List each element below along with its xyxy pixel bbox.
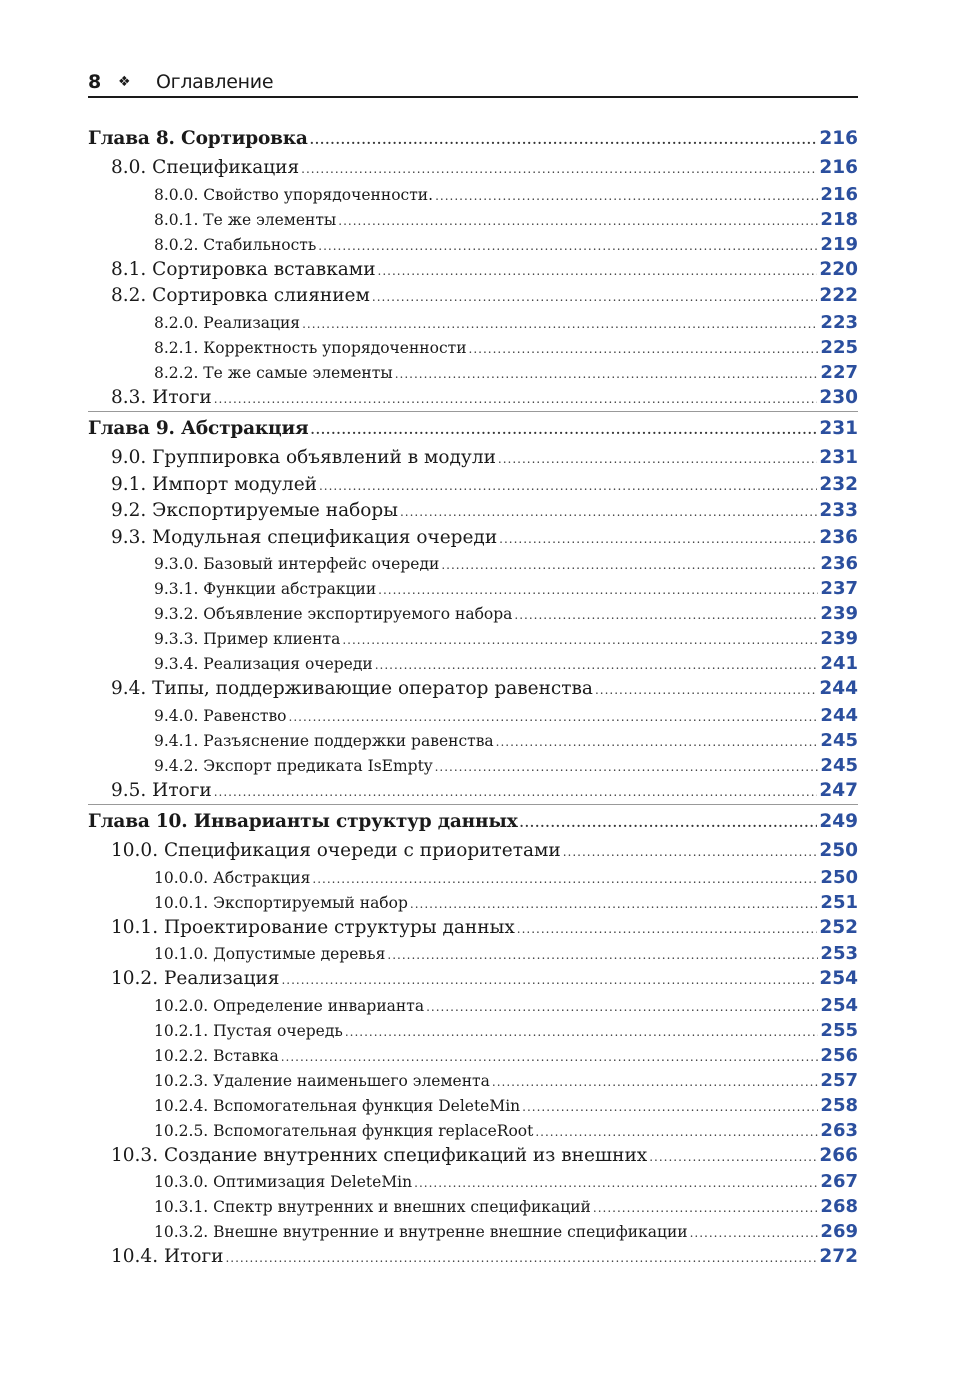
toc-subsection-entry[interactable] — [88, 1169, 858, 1194]
dot-leader — [535, 1120, 818, 1143]
toc-subsection-entry[interactable] — [88, 360, 858, 385]
toc-subsection-entry[interactable] — [88, 1219, 858, 1244]
dot-leader — [498, 446, 817, 472]
toc-section-entry[interactable] — [88, 445, 858, 472]
toc-subsection-entry[interactable] — [88, 601, 858, 626]
toc-page-number: 252 — [819, 916, 858, 938]
toc-entry-label: 8.0.1. Те же элементы — [154, 208, 338, 232]
toc-page-number: 236 — [820, 553, 858, 574]
toc-entry-label: 10.0.1. Экспортируемый набор — [154, 891, 410, 915]
toc-page-number: 247 — [819, 779, 858, 801]
toc-subsection-entry[interactable] — [88, 941, 858, 966]
toc-subsection-entry[interactable] — [88, 335, 858, 360]
toc-entry-label: 9.0. Группировка объявлений в модули — [111, 445, 498, 472]
toc-page-number: 218 — [820, 208, 858, 230]
toc-entry-label: 10.2.0. Определение инварианта — [154, 994, 426, 1018]
toc-subsection-entry[interactable] — [88, 576, 858, 601]
toc-entry-label: 9.3.0. Базовый интерфейс очереди — [154, 552, 441, 576]
toc-page-number: 254 — [820, 994, 858, 1016]
toc-entry-label: 8.2.1. Корректность упорядоченности — [154, 336, 469, 360]
dot-leader — [563, 839, 818, 865]
toc-subsection-entry[interactable] — [88, 1043, 858, 1068]
toc-chapter-entry[interactable] — [88, 122, 858, 155]
toc-page-number: 256 — [820, 1044, 858, 1066]
toc-subsection-entry[interactable] — [88, 207, 858, 232]
dot-leader — [395, 362, 819, 385]
toc-subsection-entry[interactable] — [88, 1093, 858, 1118]
dot-leader — [649, 1144, 817, 1170]
toc-subsection-entry[interactable] — [88, 651, 858, 676]
toc-page-number: 244 — [819, 678, 858, 699]
toc-page-number: 255 — [820, 1019, 858, 1041]
toc-section-entry[interactable] — [88, 1143, 858, 1170]
toc-subsection-entry[interactable] — [88, 865, 858, 890]
toc-subsection-entry[interactable] — [88, 182, 858, 207]
toc-entry-label: 9.5. Итоги — [111, 778, 214, 805]
toc-subsection-entry[interactable] — [88, 890, 858, 915]
toc-subsection-entry[interactable] — [88, 1118, 858, 1143]
dot-leader — [225, 1245, 817, 1271]
dot-leader — [514, 603, 818, 626]
toc-entry-label: 9.3.2. Объявление экспортируемого набора — [154, 602, 514, 626]
toc-entry-label: 8.2.2. Те же самые элементы — [154, 361, 395, 385]
diamond-separator-icon: ❖ — [118, 74, 131, 90]
toc-entry-label: 9.4.2. Экспорт предиката IsEmpty — [154, 754, 435, 778]
toc-page-number: 239 — [820, 603, 858, 624]
toc-page-number: 231 — [819, 418, 858, 439]
dot-leader — [593, 1196, 819, 1219]
toc-section-entry[interactable] — [88, 498, 858, 525]
toc-entry-label: 8.0.0. Свойство упорядоченности. — [154, 183, 435, 207]
toc-section-entry[interactable] — [88, 966, 858, 993]
toc-subsection-entry[interactable] — [88, 310, 858, 335]
toc-page-number: 250 — [819, 840, 858, 861]
toc-page-number: 253 — [820, 943, 858, 964]
toc-page-number: 219 — [820, 233, 858, 255]
dot-leader — [410, 892, 819, 915]
toc-section-entry[interactable] — [88, 155, 858, 182]
dot-leader — [441, 553, 818, 576]
toc-chapter-entry[interactable] — [88, 411, 858, 445]
dot-leader — [492, 1070, 819, 1093]
toc-entry-label: 10.0. Спецификация очереди с приоритетами — [111, 838, 563, 865]
toc-page-number: 257 — [820, 1069, 858, 1091]
toc-entry-label: 10.3.1. Спектр внутренних и внешних спецификаций — [154, 1195, 593, 1219]
toc-entry-label: 10.1. Проектирование структуры данных — [111, 915, 517, 942]
toc-entry-label: 9.4. Типы, поддерживающие оператор равенства — [111, 676, 595, 703]
dot-leader — [435, 184, 818, 207]
toc-entry-label: 10.3.0. Оптимизация DeleteMin — [154, 1170, 414, 1194]
dot-leader — [375, 653, 819, 676]
toc-section-entry[interactable] — [88, 778, 858, 805]
dot-leader — [400, 499, 817, 525]
toc-entry-label: 8.2.0. Реализация — [154, 311, 302, 335]
dot-leader — [496, 730, 819, 753]
toc-page-number: 245 — [820, 729, 858, 751]
toc-section-entry[interactable] — [88, 283, 858, 310]
toc-entry-label: 10.4. Итоги — [111, 1244, 225, 1271]
toc-page-number: 245 — [820, 754, 858, 776]
toc-page-number: 249 — [819, 811, 858, 832]
toc-page-number: 225 — [820, 336, 858, 358]
dot-leader — [378, 578, 818, 601]
toc-entry-label: 10.2. Реализация — [111, 966, 281, 993]
toc-section-entry[interactable] — [88, 525, 858, 552]
toc-page-number: 254 — [819, 968, 858, 989]
toc-page-number: 244 — [820, 704, 858, 726]
toc-page-number: 251 — [820, 891, 858, 913]
toc-page-number: 230 — [819, 386, 858, 408]
dot-leader — [499, 526, 817, 552]
toc-page-number: 232 — [819, 473, 858, 495]
toc-page-number: 233 — [819, 500, 858, 521]
toc-page-number: 220 — [819, 258, 858, 280]
dot-leader — [435, 755, 819, 778]
toc-section-entry[interactable] — [88, 257, 858, 284]
toc-entry-label: 10.2.1. Пустая очередь — [154, 1019, 345, 1043]
dot-leader — [310, 124, 818, 155]
toc-page-number: 231 — [819, 447, 858, 468]
dot-leader — [319, 473, 817, 499]
toc-page-number: 239 — [820, 628, 858, 649]
toc-subsection-entry[interactable] — [88, 1194, 858, 1219]
toc-page-number: 268 — [820, 1196, 858, 1217]
dot-leader — [311, 414, 818, 445]
dot-leader — [520, 807, 818, 838]
toc-subsection-entry[interactable] — [88, 626, 858, 651]
dot-leader — [338, 209, 818, 232]
header-title: Оглавление — [156, 71, 274, 93]
dot-leader — [281, 967, 817, 993]
dot-leader — [214, 779, 818, 805]
toc-section-entry[interactable] — [88, 676, 858, 703]
dot-leader — [469, 337, 819, 360]
dot-leader — [312, 867, 818, 890]
dot-leader — [426, 995, 818, 1018]
toc-page-number: 237 — [820, 578, 858, 599]
toc-entry-label: 8.0.2. Стабильность — [154, 233, 318, 257]
dot-leader — [345, 1020, 819, 1043]
page-number: 8 — [88, 71, 102, 93]
toc-entry-label: 9.2. Экспортируемые наборы — [111, 498, 400, 525]
toc-page-number: 223 — [820, 311, 858, 333]
toc-entry-label: 10.3.2. Внешне внутренние и внутренне внешние спецификации — [154, 1220, 690, 1244]
toc-entry-label: Глава 8. Сортировка — [88, 122, 310, 155]
toc-entry-label: 9.4.0. Равенство — [154, 704, 289, 728]
toc-subsection-entry[interactable] — [88, 551, 858, 576]
toc-entry-label: 9.1. Импорт модулей — [111, 472, 319, 499]
toc-section-entry[interactable] — [88, 1244, 858, 1271]
toc-entry-label: 10.2.5. Вспомогательная функция replaceRoot — [154, 1119, 535, 1143]
dot-leader — [522, 1095, 818, 1118]
toc-entry-label: 10.2.2. Вставка — [154, 1044, 281, 1068]
running-header — [88, 68, 858, 98]
toc-entry-label: 10.2.3. Удаление наименьшего элемента — [154, 1069, 492, 1093]
toc-entry-label: 9.3.4. Реализация очереди — [154, 652, 375, 676]
toc-page-number: 266 — [819, 1144, 858, 1166]
toc-entry-label: 8.3. Итоги — [111, 385, 214, 412]
dot-leader — [372, 284, 818, 310]
dot-leader — [302, 312, 818, 335]
toc-subsection-entry[interactable] — [88, 232, 858, 257]
dot-leader — [517, 916, 818, 942]
toc-page-number: 258 — [820, 1094, 858, 1116]
table-of-contents — [88, 122, 858, 1271]
toc-page-number: 250 — [820, 866, 858, 888]
dot-leader — [595, 677, 817, 703]
toc-entry-label: 9.3.3. Пример клиента — [154, 627, 342, 651]
dot-leader — [378, 258, 818, 284]
toc-page-number: 272 — [819, 1246, 858, 1267]
toc-page-number: 216 — [819, 157, 858, 178]
toc-page-number: 222 — [819, 285, 858, 306]
toc-entry-label: Глава 9. Абстракция — [88, 412, 311, 445]
toc-page-number: 216 — [820, 183, 858, 205]
toc-subsection-entry[interactable] — [88, 1068, 858, 1093]
dot-leader — [289, 705, 819, 728]
toc-section-entry[interactable] — [88, 472, 858, 499]
toc-page-number: 269 — [820, 1221, 858, 1242]
dot-leader — [281, 1045, 819, 1068]
toc-entry-label: 10.1.0. Допустимые деревья — [154, 942, 387, 966]
toc-page-number: 236 — [819, 526, 858, 548]
toc-section-entry[interactable] — [88, 385, 858, 412]
toc-subsection-entry[interactable] — [88, 703, 858, 728]
toc-entry-label: 8.2. Сортировка слиянием — [111, 283, 372, 310]
dot-leader — [318, 234, 818, 257]
toc-entry-label: 10.3. Создание внутренних спецификаций из внешних — [111, 1143, 649, 1170]
toc-entry-label: 10.0.0. Абстракция — [154, 866, 312, 890]
dot-leader — [387, 943, 818, 966]
toc-page-number: 227 — [820, 361, 858, 383]
dot-leader — [301, 156, 817, 182]
toc-section-entry[interactable] — [88, 838, 858, 865]
toc-chapter-entry[interactable] — [88, 804, 858, 838]
toc-page-number: 267 — [820, 1171, 858, 1192]
toc-page-number: 263 — [820, 1119, 858, 1141]
toc-entry-label: 9.4.1. Разъяснение поддержки равенства — [154, 729, 496, 753]
toc-entry-label: 8.1. Сортировка вставками — [111, 257, 378, 284]
dot-leader — [690, 1221, 819, 1244]
toc-page-number: 216 — [819, 128, 858, 149]
toc-entry-label: 9.3. Модульная спецификация очереди — [111, 525, 499, 552]
toc-subsection-entry[interactable] — [88, 728, 858, 753]
toc-subsection-entry[interactable] — [88, 753, 858, 778]
toc-section-entry[interactable] — [88, 915, 858, 942]
toc-entry-label: 9.3.1. Функции абстракции — [154, 577, 378, 601]
toc-page-number: 241 — [820, 653, 858, 674]
toc-subsection-entry[interactable] — [88, 1018, 858, 1043]
dot-leader — [342, 628, 818, 651]
toc-entry-label: Глава 10. Инварианты структур данных — [88, 805, 520, 838]
toc-entry-label: 10.2.4. Вспомогательная функция DeleteMin — [154, 1094, 522, 1118]
toc-subsection-entry[interactable] — [88, 993, 858, 1018]
toc-entry-label: 8.0. Спецификация — [111, 155, 301, 182]
dot-leader — [214, 386, 818, 412]
dot-leader — [414, 1171, 818, 1194]
